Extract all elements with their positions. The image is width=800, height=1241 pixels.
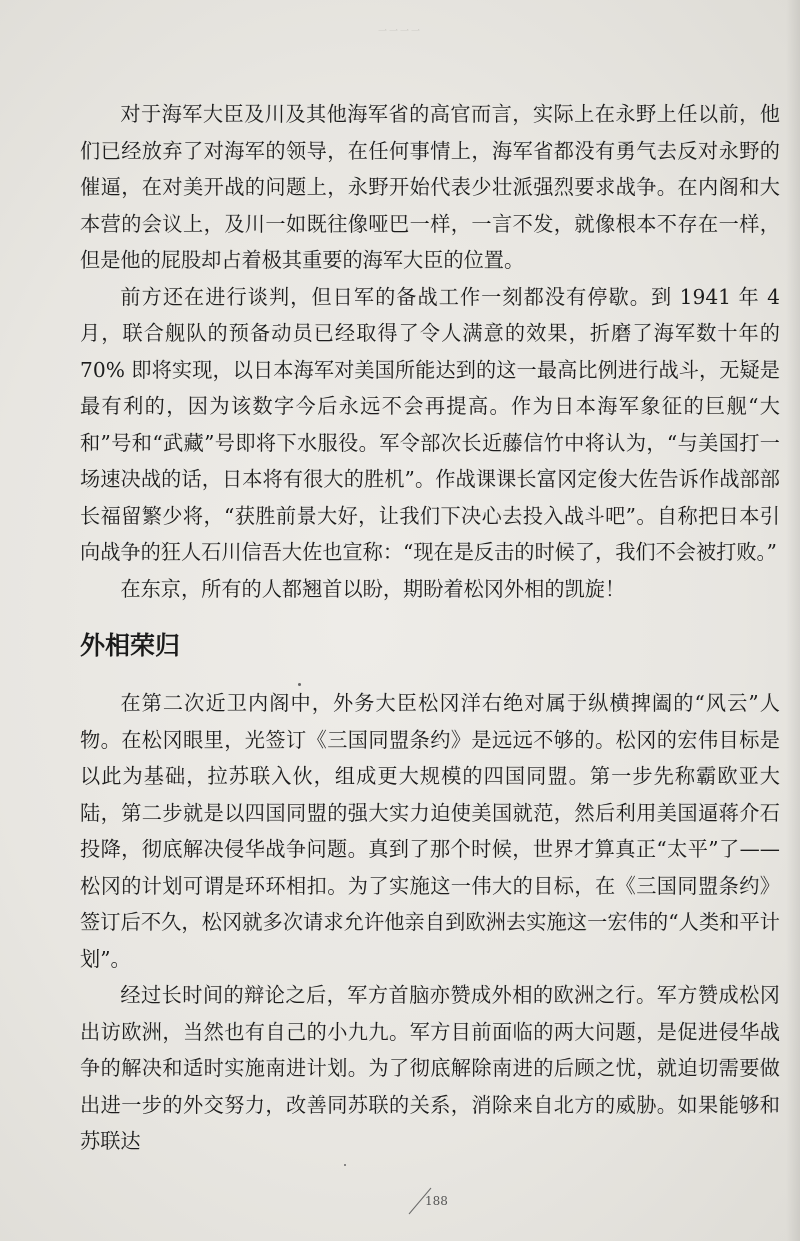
paragraph: 对于海军大臣及川及其他海军省的高官而言，实际上在永野上任以前，他们已经放弃了对海军的领导，在任何事情上，海军省都没有勇气去反对永野的催逼，在对美开战的问题上，永野开始代表少壮派强烈要求战争。在内阁和大本营的会议上，及川一如既往像哑巴一样，一言不发，就像根本不存在一样，但是他的屁股却占着极其重要的海军大臣的位置。 xyxy=(80,102,780,272)
paragraph: 在第二次近卫内阁中，外务大臣松冈洋右绝对属于纵横捭阖的“风云”人物。在松冈眼里，光签订《三国同盟条约》是远远不够的。松冈的宏伟目标是以此为基础，拉苏联入伙，组成更大规模的四国同盟。第一步先称霸欧亚大陆，第二步就是以四国同盟的强大实力迫使美国就范，然后利用美国逼蒋介石投降，彻底解决侵华战争问题。真到了那个时候，世界才算真正“太平”了——松冈的计划可谓是环环相扣。为了实施这一伟大的目标，在《三国同盟条约》签订后不久，松冈就多次请求允许他亲自到欧洲去实施这一宏伟的“人类和平计划”。 xyxy=(80,691,780,971)
print-speck xyxy=(344,1164,346,1166)
folio xyxy=(405,1186,465,1216)
paragraph: 前方还在进行谈判，但日军的备战工作一刻都没有停歇。到 1941 年 4 月，联合舰队的预备动员已经取得了令人满意的效果，折磨了海军数十年的 70% 即将实现，以日本海军对美国所能达到的这一最高比例进行战斗，无疑是最有利的，因为该数字今后永远不会再提高。作为日本海军象征的巨舰“大和”号和“武藏”号即将下水服役。军令部次长近藤信竹中将认为，“与美国打一场速决战的话，日本将有很大的胜机”。作战课课长富冈定俊大佐告诉作战部部长福留繁少将，“获胜前景大好，让我们下决心去投入战斗吧”。自称把日本引向战争的狂人石川信吾大佐也宣称：“现在是反击的时候了，我们不会被打败。” xyxy=(80,284,780,564)
section-heading: 外相荣归 xyxy=(80,631,181,660)
body-text xyxy=(80,96,780,1160)
print-speck xyxy=(298,683,301,686)
paragraph: 在东京，所有的人都翘首以盼，期盼着松冈外相的凯旋！ xyxy=(120,576,626,601)
page-edge-shadow xyxy=(786,0,800,1241)
paragraph: 经过长时间的辩论之后，军方首脑亦赞成外相的欧洲之行。军方赞成松冈出访欧洲，当然也有自己的小九九。军方目前面临的两大问题，是促进侵华战争的解决和适时实施南进计划。为了彻底解除南进的后顾之忧，就迫切需要做出进一步的外交努力，改善同苏联的关系，消除来自北方的威胁。如果能够和苏联达 xyxy=(80,983,780,1153)
page-number: 188 xyxy=(425,1194,448,1208)
running-header: 一一一一 xyxy=(377,27,422,37)
